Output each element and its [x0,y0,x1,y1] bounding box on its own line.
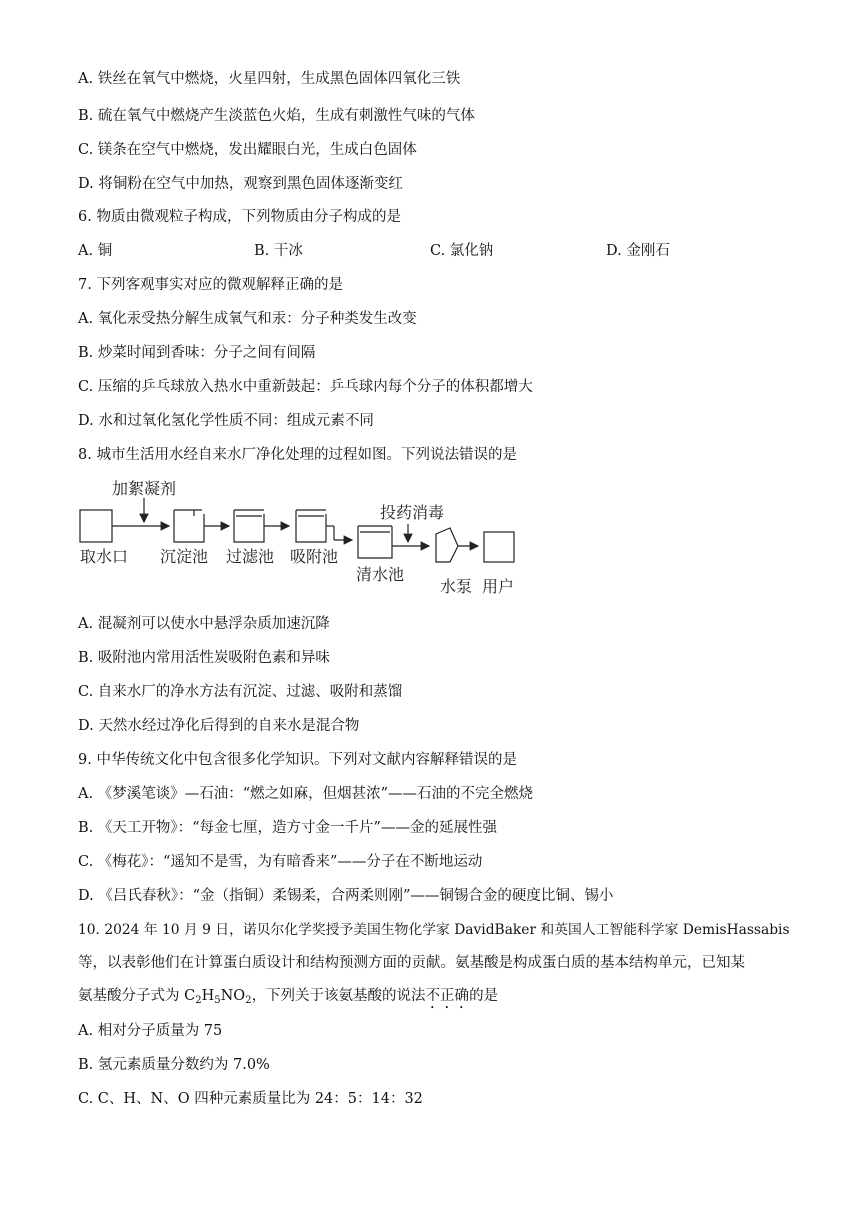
q7-option-c: C. 压缩的乒乓球放入热水中重新鼓起：乒乓球内每个分子的体积都增大 [78,379,533,395]
q5-option-b: B. 硫在氧气中燃烧产生淡蓝色火焰，生成有刺激性气味的气体 [78,108,475,124]
disinfect-label: 投药消毒 [380,503,445,522]
q8-option-c: C. 自来水厂的净水方法有沉淀、过滤、吸附和蒸馏 [78,684,403,700]
coagulant-label: 加絮凝剂 [112,479,177,498]
q6-option-b: B. 干冰 [254,243,303,259]
q5-option-d: D. 将铜粉在空气中加热，观察到黑色固体逐渐变红 [78,176,403,192]
q7-stem: 7. 下列客观事实对应的微观解释正确的是 [78,277,343,293]
q6-option-d: D. 金刚石 [606,243,670,259]
q10-sub-5: 5 [214,995,221,1006]
q10-formula-pre: 氨基酸分子式为 C [78,988,196,1004]
q10-option-c: C. C、H、N、O 四种元素质量比为 24：5：14：32 [78,1091,423,1107]
q10-formula-no: NO [220,988,246,1004]
pump-shape [436,528,458,562]
q10-emphasis: 不正确 [425,988,470,1004]
intake-box [80,510,112,542]
sediment-tank [174,510,204,542]
q9-option-a: A. 《梦溪笔谈》—石油：“燃之如麻，但烟甚浓”——石油的不完全燃烧 [78,786,534,802]
q10-stem-post: ，下列关于该氨基酸的说法 [251,988,426,1004]
q10-sub-2b: 2 [245,995,252,1006]
user-box [484,532,514,562]
q5-option-c: C. 镁条在空气中燃烧，发出耀眼白光，生成白色固体 [78,142,417,158]
q6-option-a: A. 铜 [78,243,113,259]
pump-label: 水泵 [440,577,473,596]
user-label: 用户 [482,577,515,596]
intake-label: 取水口 [80,547,129,566]
q7-option-d: D. 水和过氧化氢化学性质不同：组成元素不同 [78,413,374,429]
q9-option-c: C. 《梅花》：“遥知不是雪，为有暗香来”——分子在不断地运动 [78,854,483,870]
q7-option-a: A. 氧化汞受热分解生成氧气和汞：分子种类发生改变 [78,311,417,327]
q9-option-d: D. 《吕氏春秋》：“金（指铜）柔锡柔，合两柔则刚”——铜锡合金的硬度比铜、锡小 [78,888,614,904]
clear-label: 清水池 [356,565,405,584]
q10-formula-h: H [201,988,215,1004]
q9-option-b: B. 《天工开物》：“每金七厘，造方寸金一千片”——金的延展性强 [78,820,497,836]
q10-stem-line1: 10. 2024 年 10 月 9 日，诺贝尔化学奖授予美国生物化学家 DavidBaker 和英国人工智能科学家 DemisHassabis [78,922,790,938]
adsorb-label: 吸附池 [290,547,339,566]
q10-option-a: A. 相对分子质量为 75 [78,1023,223,1039]
sediment-label: 沉淀池 [160,547,209,566]
q10-sub-2: 2 [195,995,202,1006]
adsorb-tank [296,510,326,542]
q9-stem: 9. 中华传统文化中包含很多化学知识。下列对文献内容解释错误的是 [78,752,517,768]
q6-option-c: C. 氯化钠 [430,243,494,259]
q10-stem-line3 [78,986,498,1012]
q7-option-b: B. 炒菜时闻到香味：分子之间有间隔 [78,345,316,361]
q5-option-a: A. 铁丝在氧气中燃烧，火星四射，生成黑色固体四氧化三铁 [78,71,461,87]
q8-option-d: D. 天然水经过净化后得到的自来水是混合物 [78,718,360,734]
q10-option-b: B. 氢元素质量分数约为 7.0% [78,1057,270,1073]
q6-stem: 6. 物质由微观粒子构成，下列物质由分子构成的是 [78,209,401,225]
q8-option-b: B. 吸附池内常用活性炭吸附色素和异味 [78,650,330,666]
clear-tank [358,526,392,558]
filter-tank [234,510,264,542]
q8-stem: 8. 城市生活用水经自来水厂净化处理的过程如图。下列说法错误的是 [78,447,517,463]
q10-stem-tail: 的是 [469,988,499,1004]
water-treatment-diagram [74,476,534,600]
q10-stem-line2: 等，以表彰他们在计算蛋白质设计和结构预测方面的贡献。氨基酸是构成蛋白质的基本结构单元，已知某 [78,955,745,971]
filter-label: 过滤池 [226,547,275,566]
q8-option-a: A. 混凝剂可以使水中悬浮杂质加速沉降 [78,616,330,632]
